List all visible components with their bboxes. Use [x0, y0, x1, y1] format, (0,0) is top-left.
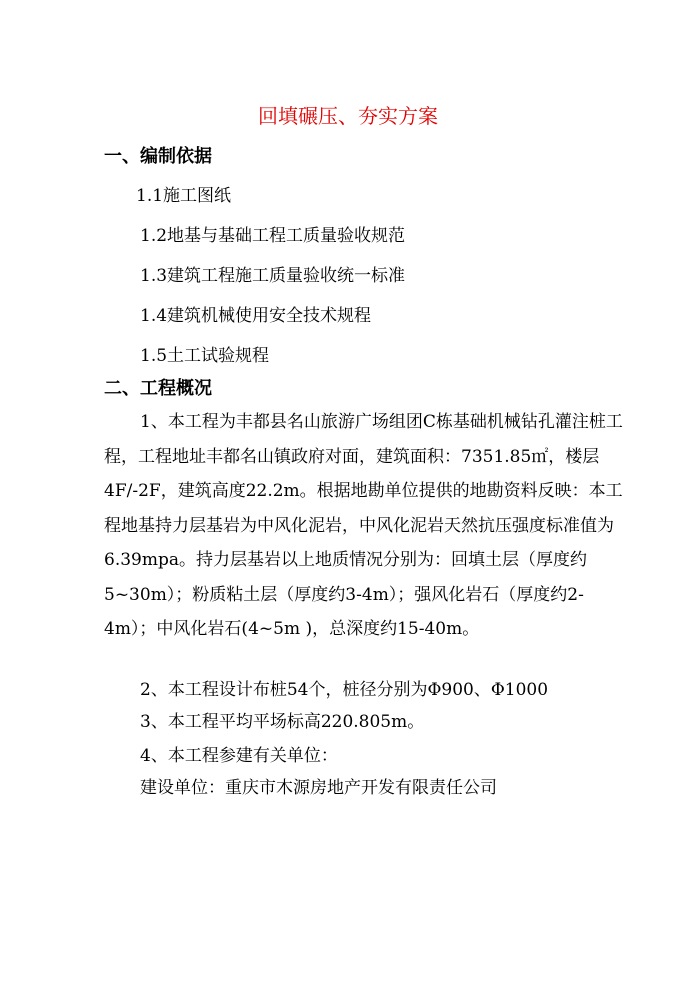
section-heading-basis: 一、编制依据: [104, 146, 212, 167]
overview-item-3: 3、本工程平均平场标高220.805m。: [140, 712, 425, 732]
owner-unit: 建设单位：重庆市木源房地产开发有限责任公司: [140, 778, 497, 798]
basis-item-5: 1.5土工试验规程: [140, 346, 270, 366]
document-title: 回填碾压、夯实方案: [258, 104, 438, 128]
overview-item-2: 2、本工程设计布桩54个，桩径分别为Φ900、Φ1000: [140, 680, 549, 700]
section-heading-overview: 二、工程概况: [104, 378, 212, 399]
overview-item-4: 4、本工程参建有关单位：: [140, 746, 338, 766]
overview-paragraph-1: 1、本工程为丰都县名山旅游广场组团C栋基础机械钻孔灌注桩工程，工程地址丰都名山镇政府对面，建筑面积：7351.85㎡，楼层4F/-2F，建筑高度22.2m。根据地勘单位提供的地勘资料反映：本工程地基持力层基岩为中风化泥岩，中风化泥岩天然抗压强度标准值为6.39mpa。持力层基岩以上地质情况分别为：回填土层（厚度约5~30m）；粉质粘土层（厚度约3-4m）；强风化岩石（厚度约2-4m）；中风化岩石(4~5m )，总深度约15-40m。: [104, 412, 623, 639]
basis-item-3: 1.3建筑工程施工质量验收统一标准: [140, 266, 406, 286]
basis-item-2: 1.2地基与基础工程工质量验收规范: [140, 226, 406, 246]
basis-item-1: 1.1施工图纸: [136, 186, 232, 206]
basis-item-4: 1.4建筑机械使用安全技术规程: [140, 306, 372, 326]
